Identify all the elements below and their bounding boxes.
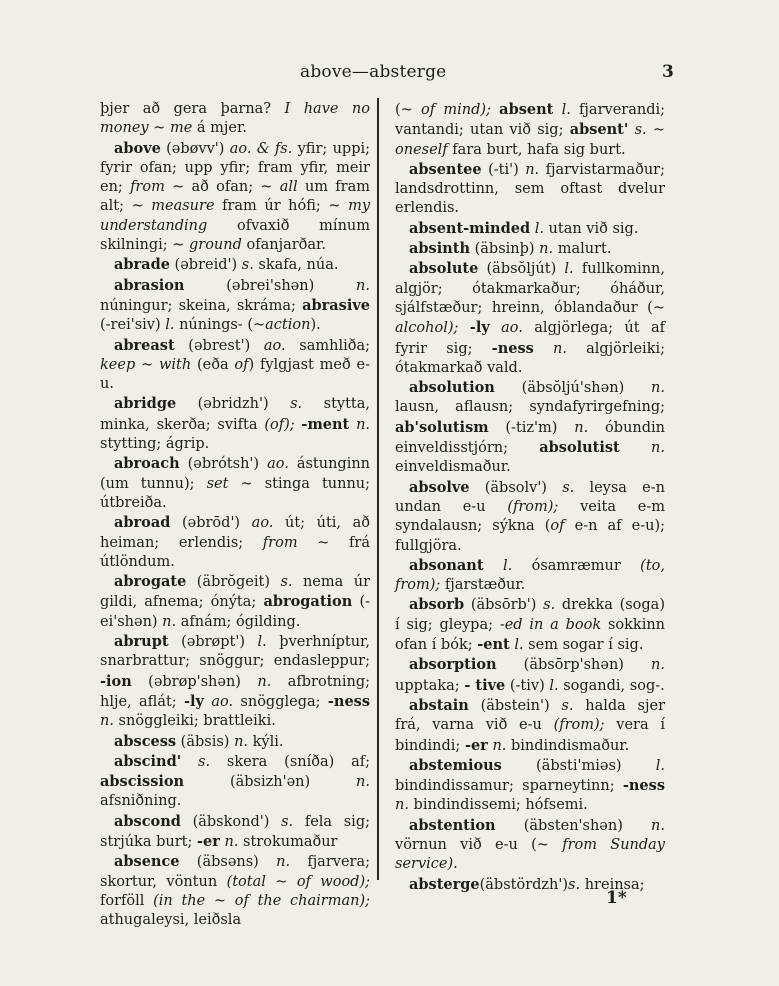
dictionary-entry: abrasion (əbrei'shən) n. núningur; skeina, skráma; abrasive (-rei'siv) l. núnings- (~action). (100, 276, 370, 334)
dictionary-entry: abstention (äbsten'shən) n. vörnun við e-u (~ from Sunday service). (395, 816, 665, 873)
dictionary-entry: abridge (əbridzh') s. stytta, minka, skerða; svifta (of); -ment n. stytting; ágrip. (100, 395, 371, 453)
dictionary-entry: abrade (əbreid') s. skafa, núa. (114, 256, 339, 274)
dictionary-entry: absterge(äbstördzh')s. hreinsa; (409, 875, 645, 893)
left-column (100, 100, 370, 930)
dictionary-entry: absolution (äbsŏljú'shən) n. lausn, aflausn; syndafyrirgefning; ab'solutism (-tiz'm) n. óbundin einveldisstjórn; absolutist n. einveldismaður. (395, 379, 665, 476)
dictionary-entry: absentee (-ti') n. fjarvistarmaður; landsdrottinn, sem oftast dvelur erlendis. (395, 160, 665, 217)
running-head: above—absterge (300, 62, 447, 82)
dictionary-entry: absence (äbsəns) n. fjarvera; skortur, vöntun (total ~ of wood); forföll (in the ~ of the chairman); athugaleysi, leiðsla (100, 853, 371, 929)
dictionary-entry: abrupt (əbrøpt') l. þverhníptur, snarbrattur; snöggur; endasleppur; -ion (əbrøp'shən) n. afbrotning; hlje, aflát; -ly ao. snögglega; -ness n. snöggleiki; brattleiki. (100, 633, 371, 730)
dictionary-entry: (~ of mind); absent l. fjarverandi; vantandi; utan við sig; absent' s. ~ oneself fara burt, hafa sig burt. (395, 101, 666, 158)
right-column (395, 100, 665, 895)
dictionary-entry: abstain (äbstein') s. halda sjer frá, varna við e-u (from); vera í bindindi; -er n. bindindismaður. (395, 696, 665, 754)
dictionary-entry: absinth (äbsinþ) n. malurt. (409, 240, 612, 258)
dictionary-entry: absonant l. ósamræmur (to, from); fjarstæður. (395, 556, 665, 594)
dictionary-entry: abrogate (äbrŏgeit) s. nema úr gildi, afnema; ónýta; abrogation (-ei'shən) n. afnám; ógilding. (100, 573, 370, 630)
signature-mark: 1* (606, 888, 627, 908)
dictionary-entry: absorb (äbsōrb') s. drekka (soga) í sig; gleypa; -ed in a book sokkinn ofan í bók; -ent l. sem sogar í sig. (395, 596, 666, 654)
page-number: 3 (662, 62, 674, 82)
dictionary-entry: abscond (äbskond') s. fela sig; strjúka burt; -er n. strokumaður (100, 812, 370, 850)
dictionary-entry: abscess (äbsis) n. kýli. (114, 732, 284, 750)
column-divider (377, 98, 379, 880)
dictionary-entry: absent-minded l. utan við sig. (409, 219, 639, 237)
dictionary-entry: absolve (äbsolv') s. leysa e-n undan e-u (from); veita e-m syndalausn; sýkna (of e-n af e-u); fullgjöra. (395, 478, 665, 554)
dictionary-entry: absorption (äbsōrp'shən) n. upptaka; - tive (-tiv) l. sogandi, sog-. (395, 656, 665, 694)
page-header (0, 62, 779, 86)
dictionary-entry: abroach (əbrótsh') ao. ástunginn (um tunnu); set ~ stinga tunnu; útbreiða. (100, 455, 371, 511)
dictionary-entry: abroad (əbrōd') ao. út; úti, að heiman; erlendis; from ~ frá útlöndum. (100, 514, 370, 570)
dictionary-entry: above (əbøvv') ao. & fs. yfir; uppi; fyrir ofan; upp yfir; fram yfir, meir en; from ~ að ofan; ~ all um fram alt; ~ measure fram úr hófi; ~ my understanding ofvaxið mínum skilningi; ~ ground ofanjarðar. (100, 139, 371, 254)
dictionary-entry: þjer að gera þarna? I have no money ~ me á mjer. (100, 101, 370, 137)
dictionary-entry: abstemious (äbsti'miəs) l. bindindissamur; sparneytinn; -ness n. bindindissemi; hófsemi. (395, 756, 665, 814)
dictionary-entry: abscind' s. skera (sníða) af; abscission (äbsizh'ən) n. afsniðning. (100, 752, 371, 810)
dictionary-entry: absolute (äbsŏljút) l. fullkominn, algjör; ótakmarkaður; óháður, sjálfstæður; hreinn, óblandaður (~ alcohol); -ly ao. algjörlega; út af fyrir sig; -ness n. algjörleiki; ótakmarkað vald. (395, 260, 666, 376)
dictionary-entry: abreast (əbrest') ao. samhliða; keep ~ with (eða of) fylgjast með e-u. (100, 336, 370, 393)
